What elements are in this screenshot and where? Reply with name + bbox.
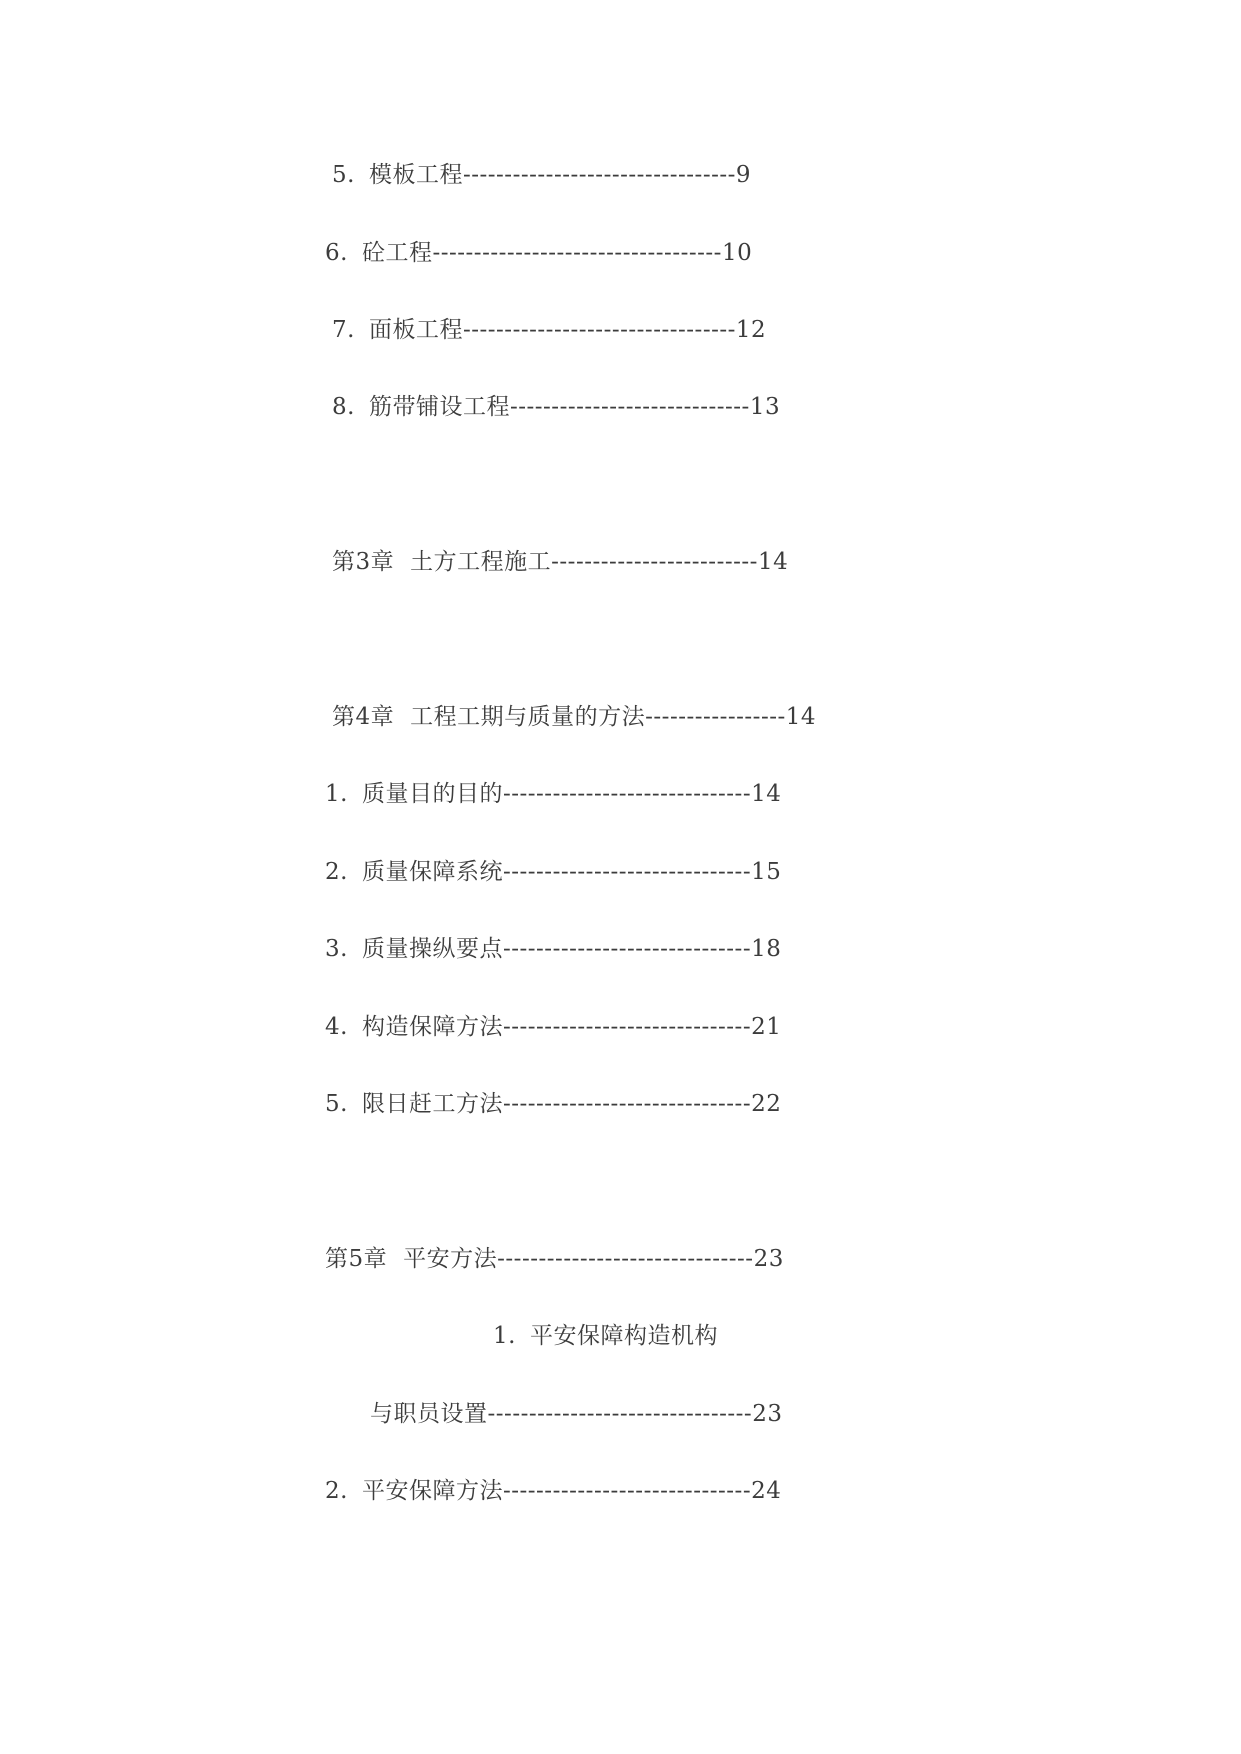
entry-title: 面板工程 [368, 317, 463, 343]
entry-leader: ------------------------------ [502, 781, 752, 807]
entry-leader: --------------------------------- [462, 162, 736, 188]
toc-entry [325, 934, 781, 964]
toc-entry [332, 160, 751, 190]
entry-page: 21 [751, 1014, 782, 1040]
entry-leader: --------------------------------- [462, 317, 736, 343]
toc-chapter [325, 1244, 784, 1274]
entry-number: 1. [325, 781, 348, 807]
toc-entry [493, 1321, 718, 1351]
entry-leader: ------------------------------ [502, 1478, 752, 1504]
entry-number: 8. [332, 394, 355, 420]
entry-number: 5. [332, 162, 355, 188]
entry-title: 土方工程施工 [410, 549, 552, 575]
entry-leader: ------------------------------ [502, 936, 752, 962]
toc-entry [332, 392, 780, 422]
entry-title: 平安保障构造机构 [529, 1323, 718, 1349]
toc-chapter [332, 547, 788, 577]
entry-leader: ------------------------------ [502, 1091, 752, 1117]
toc-entry [332, 315, 766, 345]
toc-entry [325, 1012, 781, 1042]
entry-page: 18 [751, 936, 782, 962]
entry-page: 22 [751, 1091, 782, 1117]
entry-number: 6. [325, 240, 348, 266]
entry-number: 2. [325, 1478, 348, 1504]
entry-title: 质量保障系统 [361, 859, 503, 885]
entry-leader: ------------------------------ [502, 1014, 752, 1040]
toc-entry [325, 857, 781, 887]
entry-title: 与职员设置 [370, 1401, 488, 1427]
entry-page: 10 [721, 240, 753, 266]
entry-leader: ----------------------------- [509, 394, 750, 420]
entry-page: 23 [753, 1246, 784, 1272]
entry-leader: ------------------------------- [497, 1246, 754, 1272]
entry-number: 7. [332, 317, 355, 343]
entry-leader: ----------------- [645, 704, 786, 730]
entry-title: 模板工程 [368, 162, 463, 188]
entry-title: 平安保障方法 [361, 1478, 503, 1504]
entry-title: 工程工期与质量的方法 [410, 704, 646, 730]
entry-page: 13 [749, 394, 781, 420]
entry-title: 限日赶工方法 [361, 1091, 503, 1117]
entry-title: 砼工程 [361, 240, 433, 266]
chapter-label: 第5章 [325, 1246, 388, 1272]
toc-entry [325, 1476, 781, 1506]
toc-chapter [332, 702, 816, 732]
entry-leader: ----------------------------------- [432, 240, 722, 266]
entry-title: 质量操纵要点 [361, 936, 503, 962]
entry-number: 3. [325, 936, 348, 962]
entry-number: 1. [493, 1323, 516, 1349]
chapter-label: 第4章 [332, 704, 395, 730]
entry-leader: -------------------------------- [487, 1401, 753, 1427]
entry-page: 14 [757, 549, 789, 575]
entry-page: 9 [735, 162, 752, 188]
toc-entry [325, 1089, 781, 1119]
entry-number: 4. [325, 1014, 348, 1040]
entry-page: 14 [751, 781, 782, 807]
entry-number: 2. [325, 859, 348, 885]
entry-title: 平安方法 [403, 1246, 498, 1272]
entry-title: 质量目的目的 [361, 781, 503, 807]
toc-entry-continuation [370, 1399, 782, 1429]
entry-title: 筋带铺设工程 [368, 394, 510, 420]
entry-leader: ------------------------- [551, 549, 758, 575]
entry-page: 24 [751, 1478, 782, 1504]
entry-page: 14 [785, 704, 817, 730]
entry-page: 12 [735, 317, 767, 343]
entry-page: 15 [751, 859, 782, 885]
entry-title: 构造保障方法 [361, 1014, 503, 1040]
toc-entry [325, 779, 781, 809]
entry-page: 23 [752, 1401, 783, 1427]
chapter-label: 第3章 [332, 549, 395, 575]
toc-entry [325, 238, 752, 268]
entry-leader: ------------------------------ [502, 859, 752, 885]
entry-number: 5. [325, 1091, 348, 1117]
